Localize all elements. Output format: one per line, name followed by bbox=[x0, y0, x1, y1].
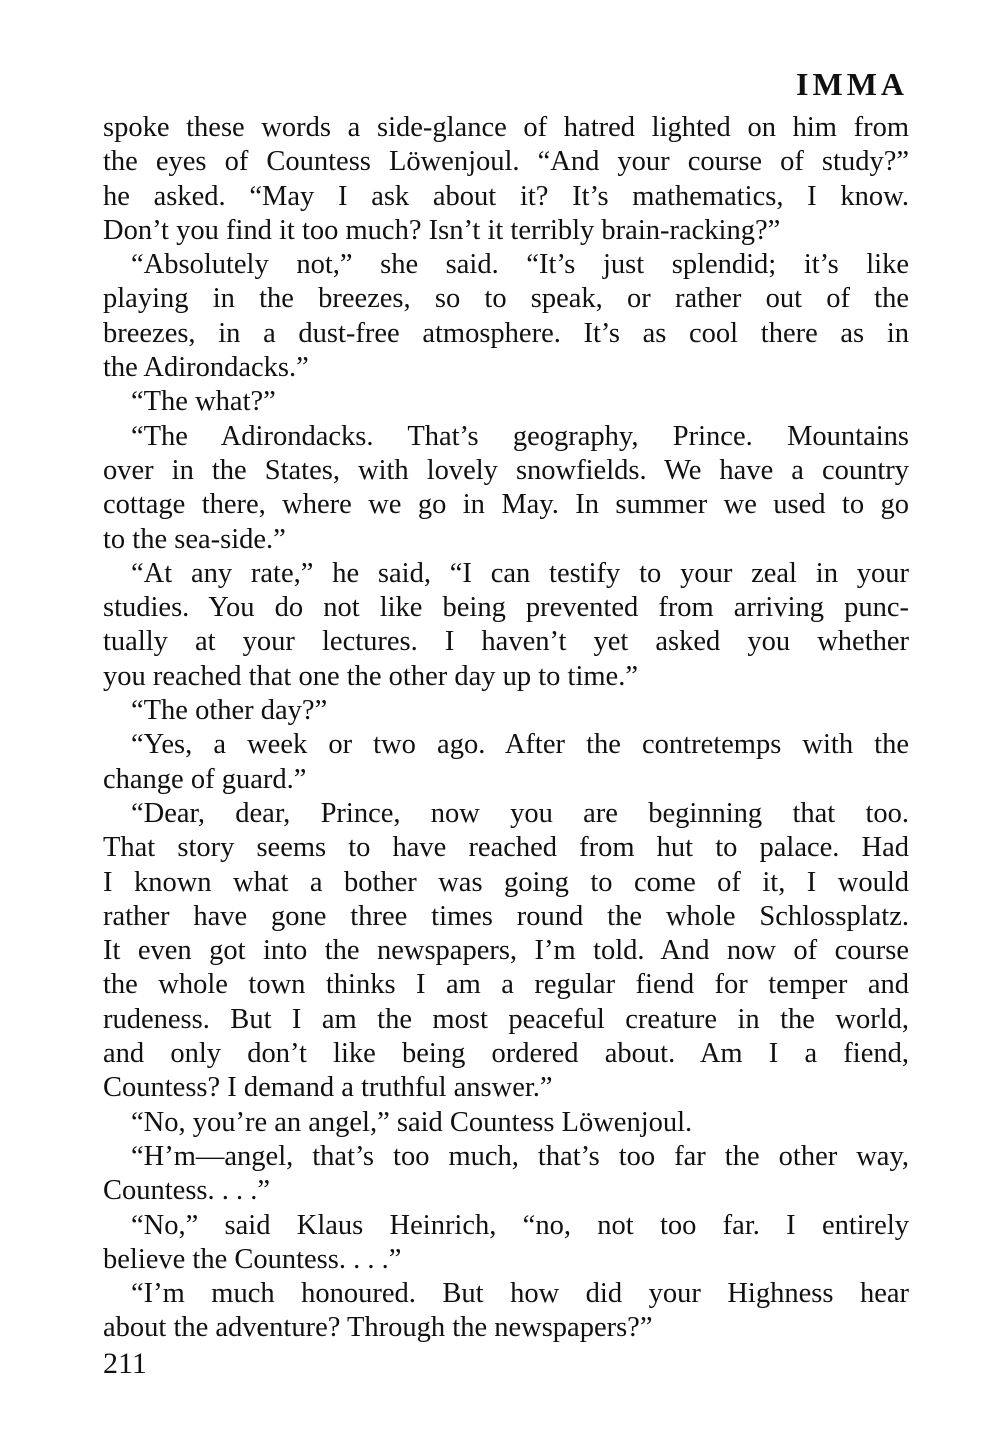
text-line: the whole town thinks I am a regular fiend for temper and bbox=[103, 969, 909, 1001]
text-line: about the adventure? Through the newspapers?” bbox=[103, 1312, 653, 1344]
text-line: rudeness. But I am the most peaceful creature in the world, bbox=[103, 1003, 909, 1035]
text-line: It even got into the newspapers, I’m told. And now of course bbox=[103, 935, 909, 967]
text-line: tually at your lectures. I haven’t yet asked you whether bbox=[103, 626, 909, 658]
text-line: cottage there, where we go in May. In summer we used to go bbox=[103, 489, 909, 521]
text-line: breezes, in a dust-free atmosphere. It’s as cool there as in bbox=[103, 317, 909, 349]
text-line: he asked. “May I ask about it? It’s mathematics, I know. bbox=[103, 180, 909, 212]
text-line: “No, you’re an angel,” said Countess Löwenjoul. bbox=[131, 1106, 693, 1138]
text-line: the eyes of Countess Löwenjoul. “And your course of study?” bbox=[103, 146, 909, 178]
text-line: Countess. . . .” bbox=[103, 1175, 271, 1207]
text-line: “Absolutely not,” she said. “It’s just splendid; it’s like bbox=[131, 249, 909, 281]
running-title: IMMA bbox=[796, 66, 908, 102]
text-line: change of guard.” bbox=[103, 763, 307, 795]
text-line: “No,” said Klaus Heinrich, “no, not too far. I entirely bbox=[131, 1209, 909, 1241]
text-line: “The other day?” bbox=[131, 695, 328, 727]
text-line: Don’t you find it too much? Isn’t it terribly brain-racking?” bbox=[103, 214, 781, 246]
body-text bbox=[103, 111, 909, 1346]
text-line: “Dear, dear, Prince, now you are beginning that too. bbox=[131, 797, 909, 829]
text-line: That story seems to have reached from hut to palace. Had bbox=[103, 832, 909, 864]
page-number: 211 bbox=[103, 1347, 147, 1380]
text-line: I known what a bother was going to come of it, I would bbox=[103, 866, 909, 898]
text-line: “At any rate,” he said, “I can testify to your zeal in your bbox=[131, 557, 909, 589]
text-line: the Adirondacks.” bbox=[103, 352, 309, 384]
text-line: and only don’t like being ordered about. Am I a fiend, bbox=[103, 1038, 909, 1070]
text-line: “H’m—angel, that’s too much, that’s too far the other way, bbox=[131, 1140, 909, 1172]
text-line: “The what?” bbox=[131, 386, 276, 418]
text-line: rather have gone three times round the whole Schlossplatz. bbox=[103, 900, 909, 932]
text-line: “Yes, a week or two ago. After the contretemps with the bbox=[131, 729, 909, 761]
text-line: to the sea-side.” bbox=[103, 523, 286, 555]
text-line: spoke these words a side-glance of hatred lighted on him from bbox=[103, 112, 909, 143]
text-line: “I’m much honoured. But how did your Highness hear bbox=[131, 1278, 909, 1310]
text-line: you reached that one the other day up to time.” bbox=[103, 660, 638, 692]
text-line: over in the States, with lovely snowfields. We have a country bbox=[103, 454, 909, 486]
text-line: “The Adirondacks. That’s geography, Prince. Mountains bbox=[131, 420, 909, 452]
text-line: believe the Countess. . . .” bbox=[103, 1243, 402, 1275]
text-line: studies. You do not like being prevented from arriving punc- bbox=[103, 592, 909, 624]
text-line: Countess? I demand a truthful answer.” bbox=[103, 1072, 553, 1104]
text-line: playing in the breezes, so to speak, or rather out of the bbox=[103, 283, 909, 315]
